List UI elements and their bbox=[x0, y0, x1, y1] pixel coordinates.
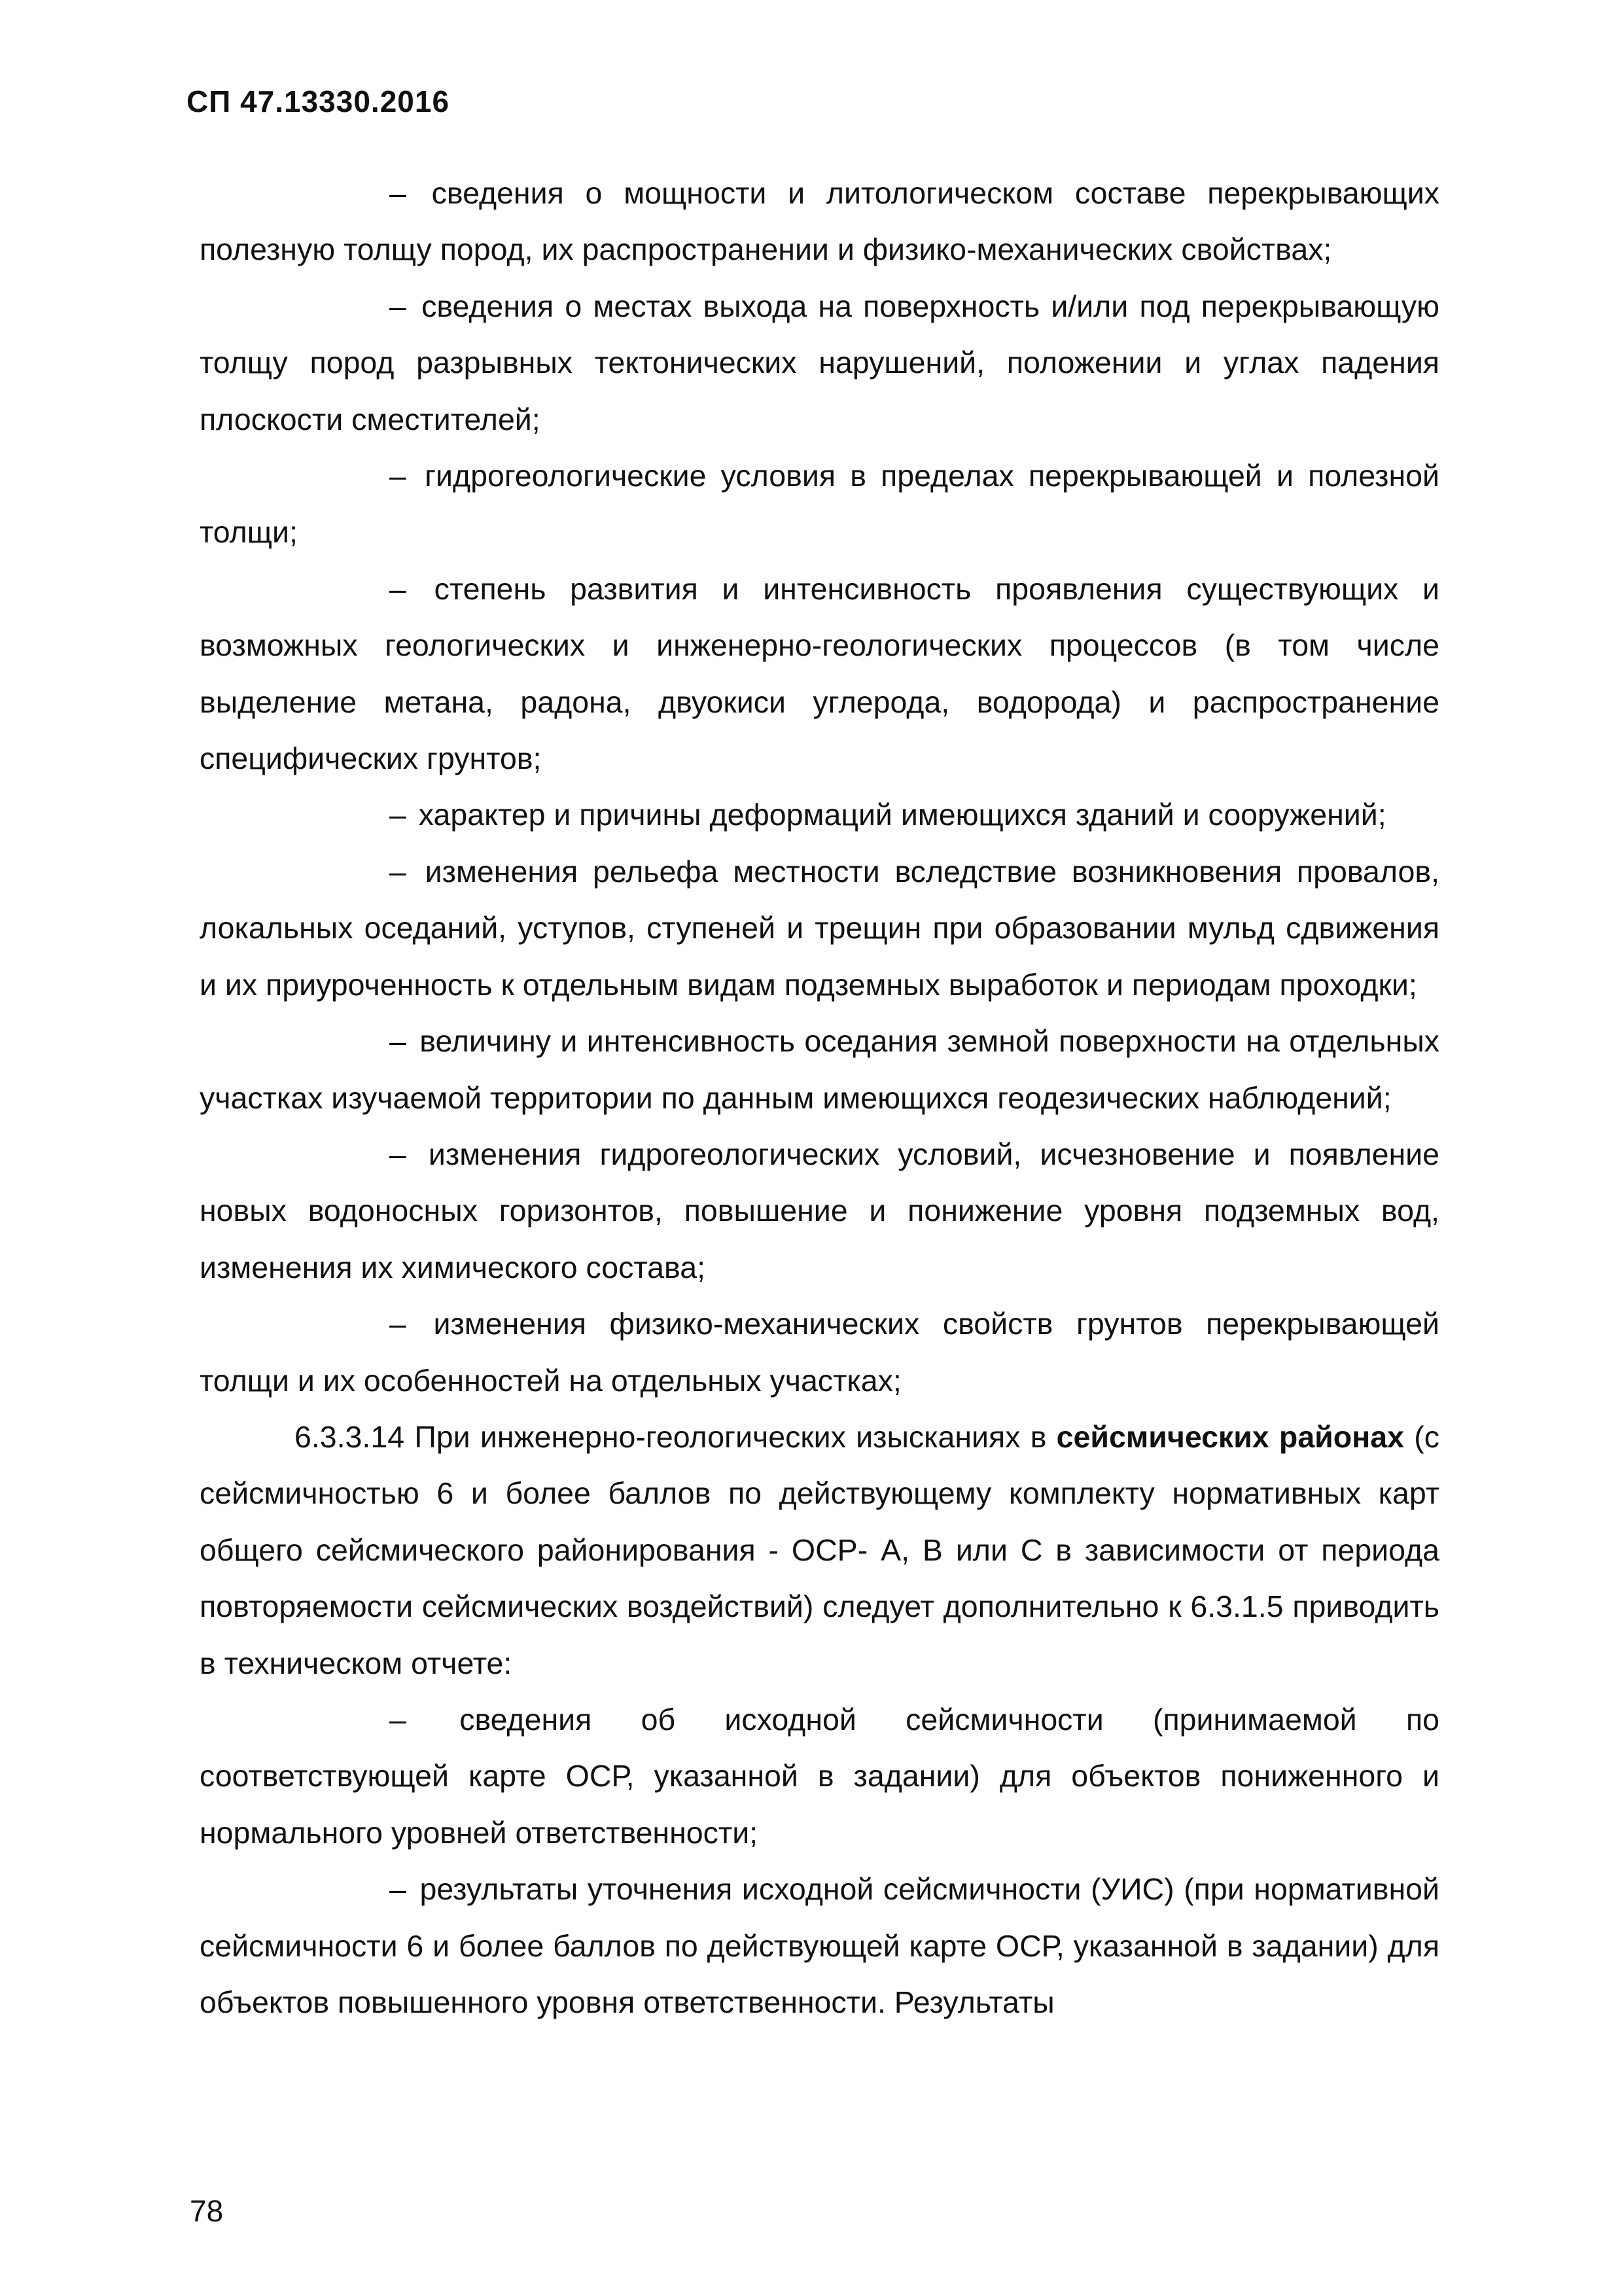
list-item-text: гидрогеологические условия в пределах перекрывающей и полезной толщи; bbox=[200, 459, 1439, 550]
list-item bbox=[200, 843, 1439, 1013]
list-dash: – bbox=[389, 798, 406, 832]
section-rest-text: (с сейсмичностью 6 и более баллов по действующему комплекту нормативных карт общего сейсмического районирования - ОСР- А, В или С в зависимости от периода повторяемости сейсмических воздействий) следует дополнительно к 6.3.1.5 приводить в техническом отчете: bbox=[200, 1419, 1439, 1680]
list-item-text: изменения рельефа местности вследствие возникновения провалов, локальных оседаний, уступов, ступеней и трещин при образовании мульд сдвижения и их приуроченность к отдельным видам подземных выработок и периодам проходки; bbox=[200, 854, 1440, 1002]
list-dash: – bbox=[389, 176, 406, 210]
list-item-text: изменения физико-механических свойств грунтов перекрывающей толщи и их особенностей на отдельных участках; bbox=[200, 1307, 1439, 1398]
list-dash: – bbox=[389, 289, 406, 323]
list-dash: – bbox=[389, 1307, 406, 1341]
list-dash: – bbox=[389, 1024, 406, 1059]
page-number: 78 bbox=[190, 2194, 224, 2228]
list-item bbox=[200, 165, 1439, 278]
section-bold-term: сейсмических районах bbox=[1056, 1419, 1404, 1454]
list-item-text: степень развития и интенсивность проявления существующих и возможных геологических и инженерно-геологических процессов (в том числе выделение метана, радона, двуокиси углерода, водорода) и распространение специфических грунтов; bbox=[200, 571, 1439, 776]
section-lead-text: 6.3.3.14 При инженерно-геологических изысканиях в bbox=[294, 1419, 1057, 1454]
list-item bbox=[200, 786, 1439, 843]
list-item-text: результаты уточнения исходной сейсмичности (УИС) (при нормативной сейсмичности 6 и более баллов по действующей карте ОСР, указанной в задании) для объектов повышенного уровня ответственности. Результаты bbox=[200, 1872, 1439, 2019]
list-item bbox=[200, 1861, 1439, 2030]
document-body bbox=[200, 165, 1439, 2030]
list-item-text: сведения о мощности и литологическом составе перекрывающих полезную толщу пород, их распространении и физико-механических свойствах; bbox=[200, 176, 1440, 267]
list-item bbox=[200, 1296, 1439, 1409]
list-item-text: величину и интенсивность оседания земной поверхности на отдельных участках изучаемой территории по данным имеющихся геодезических наблюдений; bbox=[200, 1024, 1439, 1115]
list-item-text: изменения гидрогеологических условий, исчезновение и появление новых водоносных горизонтов, повышение и понижение уровня подземных вод, изменения их химического состава; bbox=[200, 1137, 1439, 1284]
list-dash: – bbox=[389, 571, 406, 606]
list-dash: – bbox=[389, 1702, 406, 1737]
list-dash: – bbox=[389, 854, 406, 889]
list-item bbox=[200, 1691, 1439, 1861]
list-dash: – bbox=[389, 1872, 406, 1907]
list-item-text: характер и причины деформаций имеющихся зданий и сооружений; bbox=[418, 798, 1386, 832]
list-item-text: сведения о местах выхода на поверхность и/или под перекрывающую толщу пород разрывных тектонических нарушений, положении и углах падения плоскости сместителей; bbox=[200, 289, 1439, 436]
list-item bbox=[200, 1013, 1439, 1126]
list-item-text: сведения об исходной сейсмичности (принимаемой по соответствующей карте ОСР, указанной в задании) для объектов пониженного и нормального уровней ответственности; bbox=[200, 1702, 1440, 1850]
list-item bbox=[200, 561, 1439, 787]
list-item bbox=[200, 278, 1439, 448]
list-item bbox=[200, 1126, 1439, 1296]
list-dash: – bbox=[389, 459, 406, 493]
section-paragraph-6-3-3-14 bbox=[200, 1409, 1439, 1691]
list-item bbox=[200, 448, 1439, 561]
list-dash: – bbox=[389, 1137, 406, 1171]
document-code-header: СП 47.13330.2016 bbox=[186, 84, 450, 118]
